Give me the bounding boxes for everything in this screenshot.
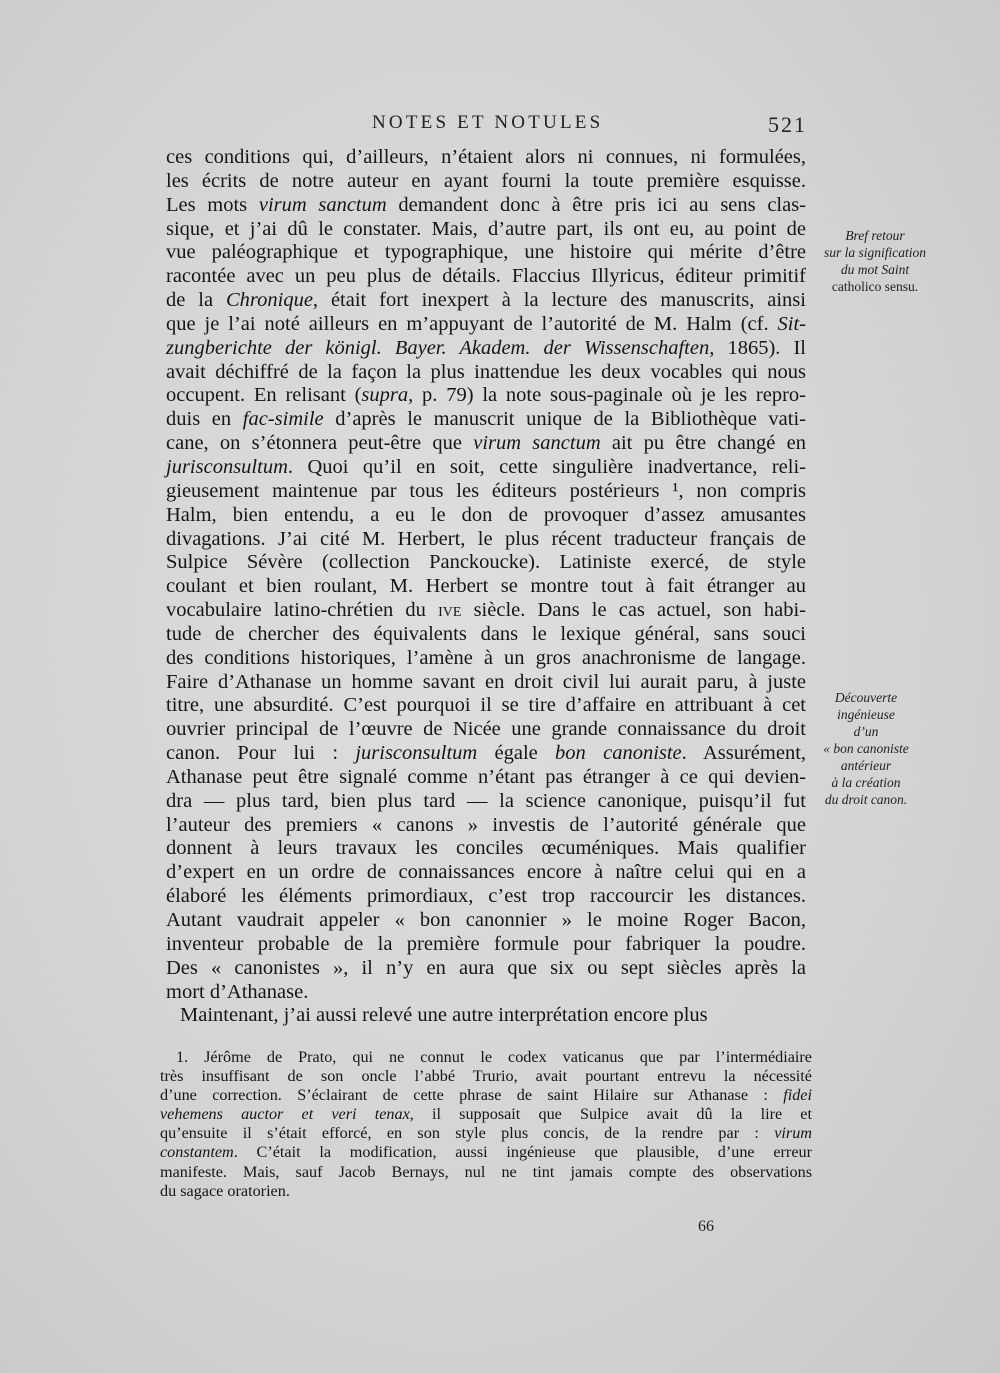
text-line: Des « canonistes », il n’y en aura que six ou sept siècles après la <box>166 956 806 979</box>
text-line: Maintenant, j’ai aussi relevé une autre interprétation encore plus <box>180 1004 708 1027</box>
footnote-line: constantem. C’était la modification, aussi ingénieuse que plausible, d’une erreur <box>160 1143 812 1162</box>
text-line: Autant vaudrait appeler « bon canonnier » le moine Roger Bacon, <box>166 909 806 931</box>
margin-note-line: ingénieuse <box>837 707 895 722</box>
text-line: d’expert en un ordre de connaissances encore à naître celui qui en a <box>166 861 806 884</box>
margin-note-line: catholico sensu. <box>831 279 919 294</box>
text-line: zungberichte der königl. Bayer. Akadem. der Wissenschaften, 1865). Il <box>166 336 806 359</box>
text-line: élaboré les éléments primordiaux, c’est trop raccourcir les distances. <box>166 885 806 908</box>
text-line: ouvrier principal de l’œuvre de Nicée une grande connaissance du droit <box>166 718 806 741</box>
margin-note-line: Bref retour <box>845 228 905 243</box>
text-line: les écrits de notre auteur en ayant fourni la toute première esquisse. <box>166 169 806 192</box>
text-line: occupent. En relisant (supra, p. 79) la note sous-paginale où je les repro- <box>166 384 806 407</box>
text-line: jurisconsultum. Quoi qu’il en soit, cette singulière inadvertance, reli- <box>166 455 806 478</box>
margin-note-line: d’un <box>853 724 879 739</box>
text-line: des conditions historiques, l’amène à un gros anachronisme de langage. <box>166 646 806 669</box>
margin-note-line: « bon canoniste <box>823 741 909 756</box>
text-line: de la Chronique, était fort inexpert à la lecture des manuscrits, ainsi <box>166 289 806 312</box>
text-line: gieusement maintenue par tous les éditeurs postérieurs ¹, non compris <box>166 479 806 502</box>
text-line: racontée avec un peu plus de détails. Flaccius Illyricus, éditeur primitif <box>166 265 806 288</box>
text-line: inventeur probable de la première formule pour fabriquer la poudre. <box>166 932 806 955</box>
text-line: canon. Pour lui : jurisconsultum égale bon canoniste. Assurément, <box>166 742 807 765</box>
footnote-line: manifeste. Mais, sauf Jacob Bernays, nul ne tint jamais compte des observations <box>160 1162 812 1181</box>
text-line: Les mots virum sanctum demandent donc à être pris ici au sens clas- <box>166 193 807 216</box>
text-line: Athanase peut être signalé comme n’étant pas étranger à ce qui devien- <box>166 765 806 788</box>
signature-mark: 66 <box>698 1218 714 1235</box>
text-line: vue paléographique et typographique, une histoire qui mérite d’être <box>166 241 806 264</box>
text-line: divagations. J’ai cité M. Herbert, le plus récent traducteur français de <box>166 527 806 550</box>
text-line: sique, et j’ai dû le constater. Mais, d’autre part, ils ont eu, au point de <box>166 217 806 240</box>
text-line: dra — plus tard, bien plus tard — la science canonique, puisqu’il fut <box>166 789 806 812</box>
margin-note-line: antérieur <box>840 758 892 773</box>
margin-note-line: Découverte <box>834 690 898 705</box>
text-line: avait déchiffré de la façon la plus inattendue les deux vocables qui nous <box>166 360 806 383</box>
text-line: Sulpice Sévère (collection Panckoucke). Latiniste exercé, de style <box>166 551 806 574</box>
footnote-line: d’une correction. S’éclairant de cette phrase de saint Hilaire sur Athanase : fidei <box>160 1086 812 1105</box>
footnote-line: 1. Jérôme de Prato, qui ne connut le codex vaticanus que par l’intermédiaire <box>176 1048 812 1066</box>
margin-note-line: du mot Saint <box>840 262 910 277</box>
margin-note-decouverte <box>806 689 926 808</box>
footnote-line: très insuffisant de son oncle l’abbé Trurio, avait pourtant entrevu la nécessité <box>160 1067 812 1086</box>
text-line: titre, une absurdité. C’est pourquoi il se tire d’affaire en attribuant à cet <box>166 694 806 717</box>
text-line: ces conditions qui, d’ailleurs, n’étaient alors ni connues, ni formulées, <box>166 146 806 168</box>
text-line: Faire d’Athanase un homme savant en droit civil lui aurait paru, à juste <box>166 670 806 693</box>
text-line: coulant et bien roulant, M. Herbert se montre tout à fait étranger au <box>166 575 806 598</box>
text-line: mort d’Athanase. <box>166 980 309 1003</box>
footnote <box>160 1048 812 1201</box>
main-text <box>166 146 806 1028</box>
text-line: Halm, bien entendu, a eu le don de provoquer d’assez amusantes <box>166 503 806 526</box>
running-title: NOTES ET NOTULES <box>372 112 604 133</box>
text-line: donnent à leurs travaux les conciles œcuméniques. Mais qualifier <box>166 837 806 860</box>
footnote-line: vehemens auctor et veri tenax, il supposait que Sulpice avait dû la lire et <box>160 1105 812 1124</box>
text-line: tude de chercher des équivalents dans le lexique général, sans souci <box>166 622 806 645</box>
footnote-line: qu’ensuite il s’était efforcé, en son style plus concis, de la rendre par : virum <box>160 1124 812 1143</box>
footnote-line: du sagace oratorien. <box>160 1181 290 1200</box>
text-line: vocabulaire latino-chrétien du ive siècle. Dans le cas actuel, son habi- <box>166 599 807 622</box>
text-line: duis en fac-simile d’après le manuscrit unique de la Bibliothèque vati- <box>166 408 806 431</box>
text-line: l’auteur des premiers « canons » investis de l’autorité générale que <box>166 813 806 836</box>
margin-note-line: à la création <box>831 775 901 790</box>
margin-note-bref-retour <box>815 227 935 295</box>
margin-note-line: sur la signification <box>823 245 926 260</box>
text-line: cane, on s’étonnera peut-être que virum sanctum ait pu être changé en <box>166 432 806 455</box>
margin-note-line: du droit canon. <box>824 792 908 807</box>
text-line: que je l’ai noté ailleurs en m’appuyant de l’autorité de M. Halm (cf. Sit- <box>166 312 806 335</box>
page-number: 521 <box>768 112 807 137</box>
